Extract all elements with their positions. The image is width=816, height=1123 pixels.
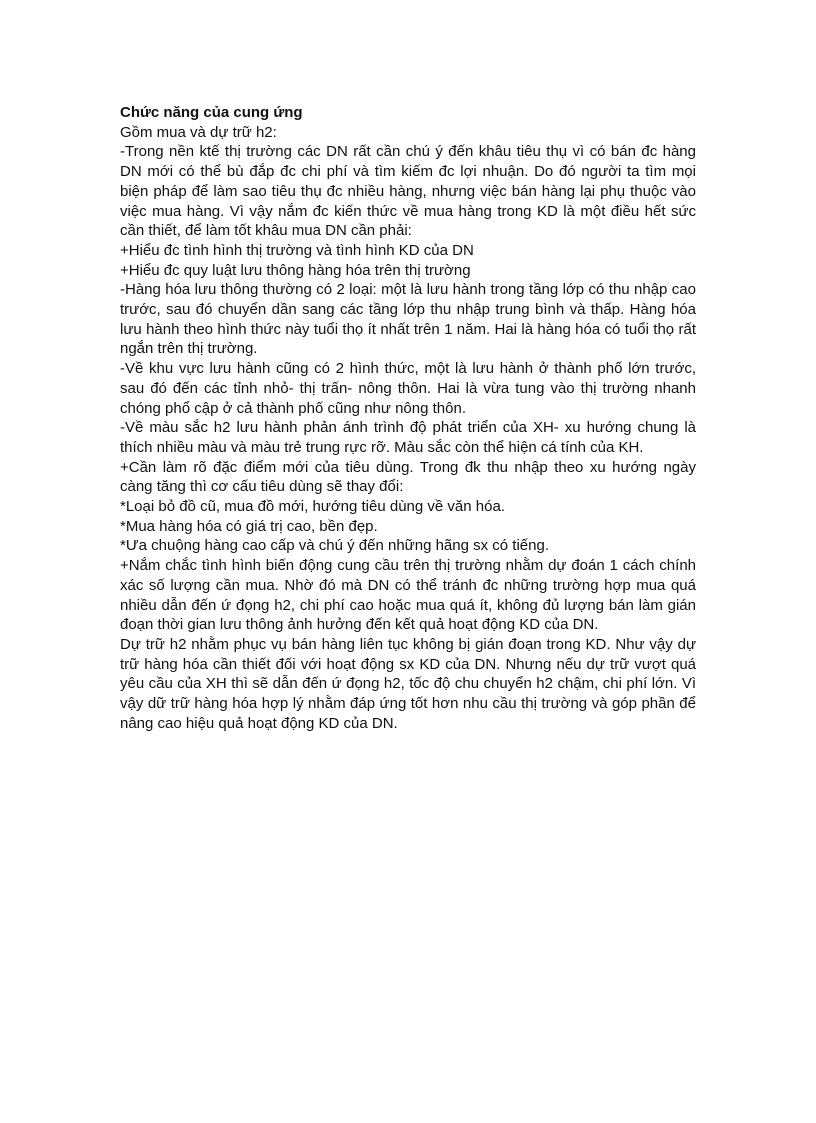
paragraph-bullet-premium: *Ưa chuộng hàng cao cấp và chú ý đến những hãng sx có tiếng.	[120, 537, 549, 555]
paragraph-regions: -Về khu vực lưu hành cũng có 2 hình thức, một là lưu hành ở thành phố lớn trước, sau đó đến các tỉnh nhỏ- thị trấn- nông thôn. Hai là vừa tung vào thị trường nhanh chóng phổ cập ở cả thành phố cũng như nông thôn.	[120, 360, 696, 417]
paragraph-market-economy: -Trong nền ktế thị trường các DN rất cần chú ý đến khâu tiêu thụ vì có bán đc hàng DN mới có thể bù đắp đc chi phí và tìm kiếm đc lợi nhuận. Do đó người ta tìm mọi biện pháp để làm sao tiêu thụ đc nhiều hàng, nhưng việc bán hàng lại phụ thuộc vào việc mua hàng. Vì vậy nắm đc kiến thức về mua hàng trong KD là một điều hết sức cần thiết, để làm tốt khâu mua DN cần phải:	[120, 143, 696, 240]
paragraph-inventory: Dự trữ h2 nhằm phục vụ bán hàng liên tục không bị gián đoạn trong KD. Như vậy dự trữ hàng hóa cần thiết đối với hoạt động sx KD của DN. Nhưng nếu dự trữ vượt quá yêu cầu của XH thì sẽ dẫn đến ứ đọng h2, tốc độ chu chuyển h2 chậm, chi phí lớn. Vì vậy dữ trữ hàng hóa hợp lý nhằm đáp ứng tốt hơn nhu cầu thị trường và góp phần để nâng cao hiệu quả hoạt động KD của DN.	[120, 635, 696, 732]
paragraph-understand-market: +Hiểu đc tình hình thị trường và tình hình KD của DN	[120, 241, 474, 259]
paragraph-intro: Gồm mua và dự trữ h2:	[120, 123, 277, 141]
paragraph-new-consumption: +Cần làm rõ đặc điểm mới của tiêu dùng. Trong đk thu nhập theo xu hướng ngày càng tăng thì cơ cấu tiêu dùng sẽ thay đổi:	[120, 458, 696, 496]
paragraph-understand-circulation: +Hiểu đc quy luật lưu thông hàng hóa trên thị trường	[120, 261, 471, 279]
document-title: Chức năng của cung ứng	[120, 104, 303, 121]
document-page	[120, 103, 696, 734]
paragraph-goods-types: -Hàng hóa lưu thông thường có 2 loại: một là lưu hành trong tầng lớp có thu nhập cao trước, sau đó chuyển dần sang các tầng lớp thu nhập trung bình và thấp. Hàng hóa lưu hành theo hình thức này tuổi thọ ít nhất trên 1 năm. Hai là hàng hóa có tuổi thọ rất ngắn trên thị trường.	[120, 281, 696, 358]
paragraph-colors: -Về màu sắc h2 lưu hành phản ánh trình độ phát triển của XH- xu hướng chung là thích nhiều màu và màu trẻ trung rực rỡ. Màu sắc còn thể hiện cá tính của KH.	[120, 419, 696, 456]
paragraph-bullet-high-value: *Mua hàng hóa có giá trị cao, bền đẹp.	[120, 517, 378, 535]
paragraph-supply-demand: +Nắm chắc tình hình biến động cung cầu trên thị trường nhằm dự đoán 1 cách chính xác số lượng cần mua. Nhờ đó mà DN có thể tránh đc những trường hợp mua quá nhiều dẫn đến ứ đọng h2, chi phí cao hoặc mua quá ít, không đủ lượng bán làm gián đoạn thời gian lưu thông ảnh hưởng đến kết quả hoạt động KD của DN.	[120, 557, 696, 634]
paragraph-bullet-discard-old: *Loại bỏ đồ cũ, mua đồ mới, hướng tiêu dùng về văn hóa.	[120, 498, 505, 516]
